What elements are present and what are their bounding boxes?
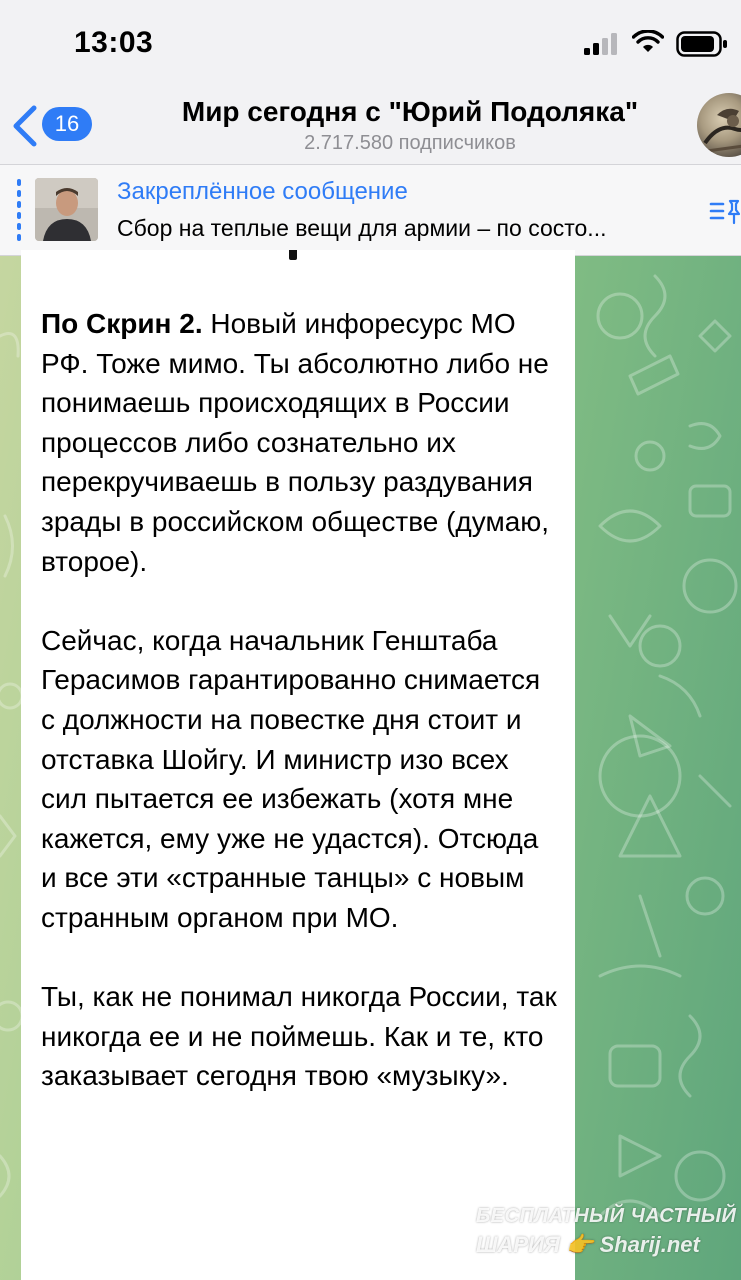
unread-count-badge[interactable]: 16 — [42, 107, 92, 141]
person-photo — [35, 178, 98, 241]
battery-icon — [676, 31, 728, 57]
pinned-message-bar[interactable] — [0, 164, 741, 256]
chevron-left-icon — [12, 104, 38, 148]
message-paragraph: Сейчас, когда начальник Генштаба Герасимов гарантированно снимается с должности на повестке дня стоит и отставка Шойгу. И министр изо всех сил пытается ее избежать (хотя мне кажется, ему уже не удастся). Отсюда и все эти «странные танцы» с новым странным органом при МО. — [41, 624, 541, 933]
status-time: 13:03 — [74, 26, 154, 59]
truncated-text-fragment — [289, 250, 297, 260]
watermark — [476, 1205, 737, 1265]
message-paragraph: Ты, как не понимал никогда России, так никогда ее и не поймешь. Как и те, кто заказывает сегодня твою «музыку». — [41, 981, 557, 1092]
cellular-signal-icon — [584, 33, 622, 55]
message-paragraph-text: Новый инфоресурс МО РФ. Тоже мимо. Ты абсолютно либо не понимаешь происходящих в России процессов либо сознательно их перекручиваешь в пользу раздувания зрады в российском обществе (думаю, второе). — [41, 308, 550, 577]
watermark-line-1: БЕСПЛАТНЫЙ ЧАСТНЫЙ — [476, 1205, 737, 1227]
status-bar — [0, 0, 741, 86]
watermark-line-2: ШАРИЯ 👉 Sharij.net — [476, 1232, 700, 1257]
chat-title[interactable]: Мир сегодня с "Юрий Подоляка" — [181, 96, 639, 127]
message-text — [41, 304, 561, 1135]
pinned-position-indicator — [17, 179, 21, 243]
pinned-message-preview: Сбор на теплые вещи для армии – по состо... — [117, 215, 607, 241]
pinned-list-icon[interactable] — [708, 195, 740, 227]
message-bubble[interactable] — [21, 250, 575, 1280]
pinned-message-title: Закреплённое сообщение — [117, 178, 408, 205]
message-paragraph — [41, 304, 561, 581]
wifi-icon — [632, 30, 664, 54]
pinned-message-thumbnail — [35, 178, 98, 241]
subscriber-count: 2.717.580 подписчиков — [304, 132, 516, 154]
message-bold-lead: По Скрин 2. — [41, 308, 203, 339]
